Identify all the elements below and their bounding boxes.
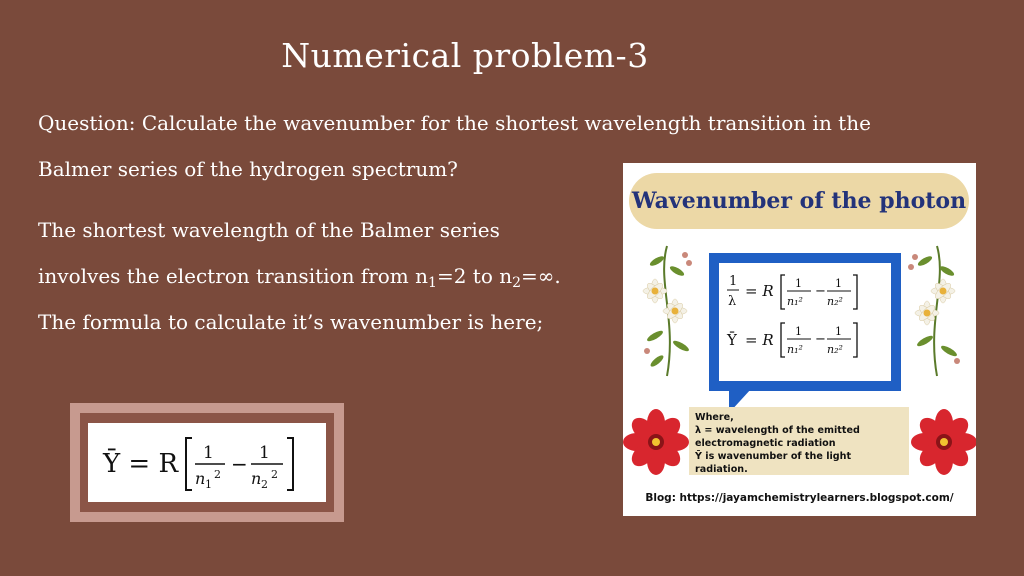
equation-bubble xyxy=(709,253,901,391)
svg-text:−: − xyxy=(815,284,826,299)
svg-text:Ῡ: Ῡ xyxy=(727,331,737,349)
svg-text:n₂²: n₂² xyxy=(827,343,843,356)
svg-text:= R: = R xyxy=(745,331,774,349)
bubble-equations xyxy=(719,263,891,381)
svg-text:1: 1 xyxy=(835,325,842,338)
floral-left-icon xyxy=(627,241,707,381)
red-flower-left-icon xyxy=(623,409,689,475)
slide-title: Numerical problem-3 xyxy=(281,36,649,75)
svg-text:n: n xyxy=(195,468,206,488)
formula-lhs: Ῡ = R xyxy=(103,448,179,479)
blog-link-text: Blog: https://jayamchemistrylearners.blogspot.com/ xyxy=(645,492,954,504)
svg-text:λ: λ xyxy=(728,294,737,309)
svg-text:1: 1 xyxy=(729,274,738,289)
wavenumber-formula xyxy=(88,423,326,502)
svg-text:2: 2 xyxy=(214,467,221,481)
red-flower-right-icon xyxy=(911,409,976,475)
svg-text:1: 1 xyxy=(795,325,802,338)
svg-text:2: 2 xyxy=(271,467,278,481)
svg-text:−: − xyxy=(231,451,248,476)
formula-frame xyxy=(70,403,344,522)
svg-text:−: − xyxy=(815,332,826,347)
wavenumber-infographic xyxy=(623,163,976,516)
infographic-title: Wavenumber of the photon xyxy=(629,173,969,229)
definitions-note: Where, λ = wavelength of the emitted electromagnetic radiation Ῡ is wavenumber of the light radiation. xyxy=(689,407,909,475)
svg-text:n: n xyxy=(251,468,262,488)
svg-text:n₁²: n₁² xyxy=(787,343,803,356)
svg-text:1: 1 xyxy=(203,442,214,463)
svg-text:1: 1 xyxy=(205,477,212,491)
svg-text:= R: = R xyxy=(745,282,774,300)
formula-graphic xyxy=(97,428,317,498)
svg-text:1: 1 xyxy=(795,277,802,290)
explanation-text: The shortest wavelength of the Balmer series involves the electron transition from $n_1=2$ to $n_2=\infty$. The formula to calculate it’s wavenumber is here; xyxy=(38,218,561,334)
svg-text:n₂²: n₂² xyxy=(827,295,843,308)
svg-text:2: 2 xyxy=(261,477,268,491)
question-text: Question: Calculate the wavenumber for the shortest wavelength transition in the Balmer series of the hydrogen spectrum? xyxy=(38,111,871,181)
svg-text:n₁²: n₁² xyxy=(787,295,803,308)
svg-text:1: 1 xyxy=(259,442,270,463)
floral-right-icon xyxy=(901,241,973,381)
svg-text:1: 1 xyxy=(835,277,842,290)
